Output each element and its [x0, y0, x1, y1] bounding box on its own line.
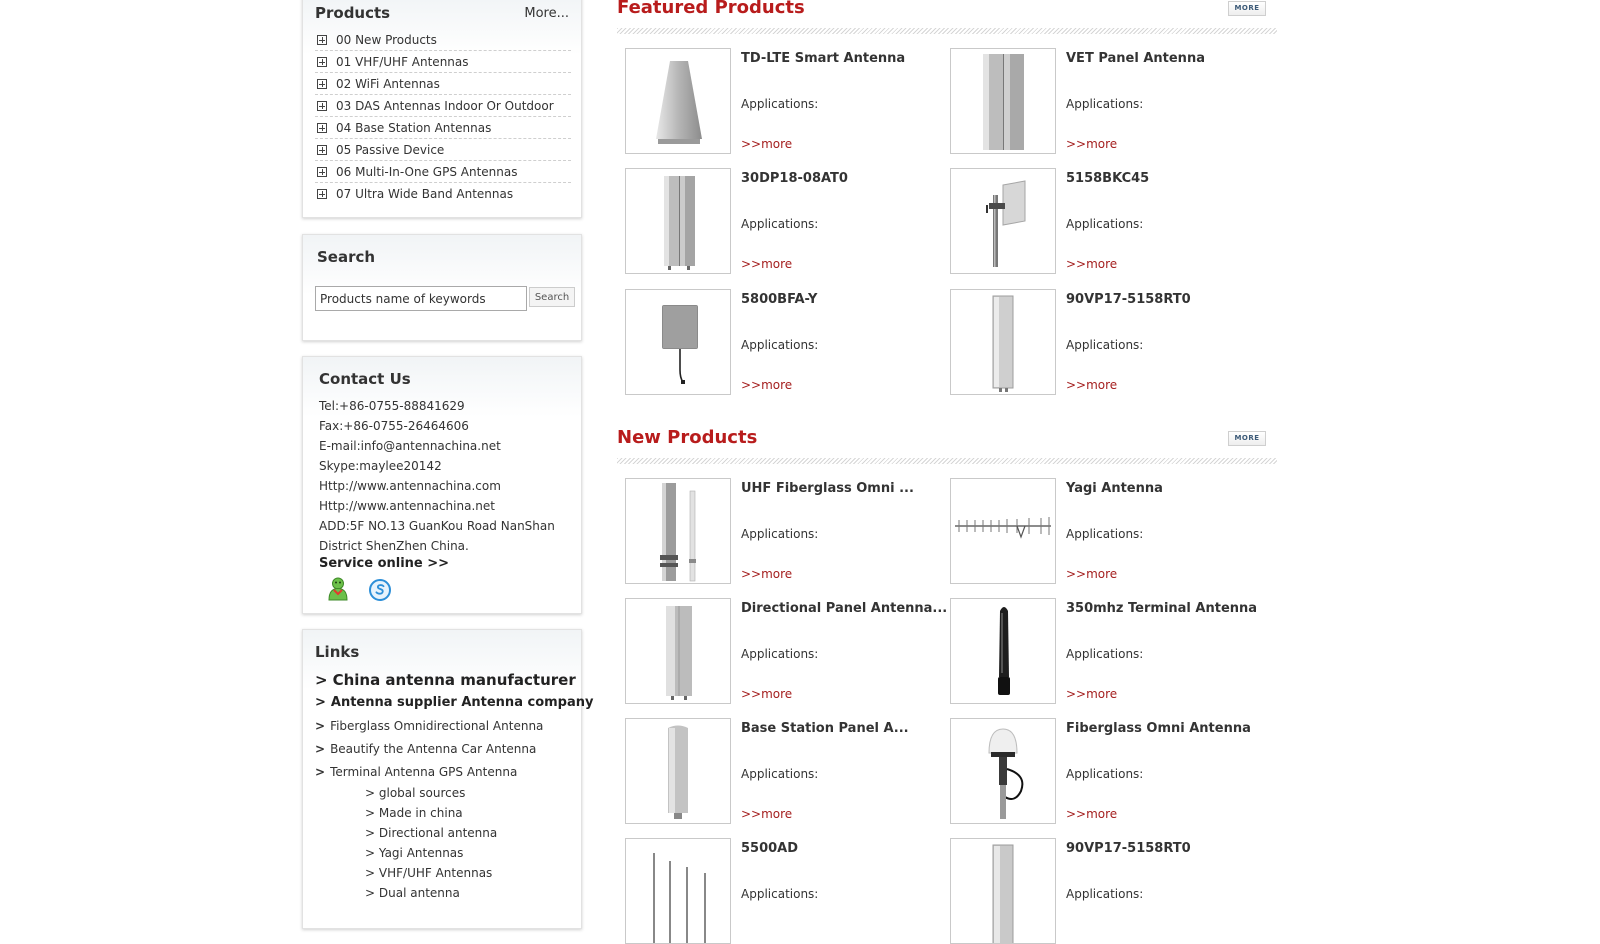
product-name[interactable]: Yagi Antenna — [1066, 481, 1163, 496]
link-label: China antenna manufacturer — [332, 671, 576, 689]
product-name[interactable]: UHF Fiberglass Omni ... — [741, 481, 914, 496]
product-thumbnail[interactable] — [950, 598, 1056, 704]
product-name[interactable]: 90VP17-5158RT0 — [1066, 841, 1191, 856]
link-label: Dual antenna — [378, 886, 460, 900]
link-prefix: > — [365, 886, 376, 900]
section-divider — [617, 28, 1277, 34]
contact-address-line1: ADD:5F NO.13 GuanKou Road NanShan — [319, 519, 555, 533]
product-card — [942, 289, 1262, 395]
link-prefix: > — [365, 866, 376, 880]
mounted-panel-antenna-icon — [951, 169, 1056, 274]
product-applications: Applications: — [741, 527, 819, 541]
category-label: 06 Multi-In-One GPS Antennas — [336, 165, 518, 179]
product-more-link[interactable]: >>more — [1066, 567, 1118, 581]
contact-email: E-mail:info@antennachina.net — [319, 439, 501, 453]
product-card — [617, 718, 937, 824]
search-input[interactable] — [315, 286, 527, 311]
link-arrow: > — [315, 742, 326, 756]
product-name[interactable]: 30DP18-08AT0 — [741, 171, 848, 186]
product-name[interactable]: Fiberglass Omni Antenna — [1066, 721, 1251, 736]
expand-plus-icon[interactable] — [317, 189, 327, 199]
product-thumbnail[interactable] — [950, 289, 1056, 395]
dual-panel-antenna-icon — [951, 49, 1056, 154]
category-label: 02 WiFi Antennas — [336, 77, 440, 91]
product-card — [617, 48, 937, 154]
link-vhf-uhf-antennas[interactable] — [365, 863, 575, 883]
qq-icon[interactable] — [325, 576, 351, 602]
products-category-panel — [302, 0, 582, 218]
link-label: Made in china — [378, 806, 463, 820]
link-yagi-antennas[interactable] — [365, 843, 575, 863]
product-more-link[interactable]: >>more — [741, 807, 793, 821]
link-terminal-gps-antenna[interactable] — [315, 761, 579, 784]
product-thumbnail[interactable] — [950, 838, 1056, 944]
product-card — [617, 168, 937, 274]
category-label: 00 New Products — [336, 33, 437, 47]
new-products-title: New Products — [617, 427, 758, 448]
whip-array-antenna-icon — [626, 839, 731, 944]
product-applications: Applications: — [1066, 338, 1144, 352]
tapered-panel-antenna-icon — [626, 49, 731, 154]
link-prefix: > — [365, 786, 376, 800]
product-applications: Applications: — [741, 767, 819, 781]
contact-phone: Tel:+86-0755-88841629 — [319, 399, 465, 413]
product-thumbnail[interactable] — [950, 168, 1056, 274]
product-name[interactable]: Directional Panel Antenna... — [741, 601, 948, 616]
link-directional-antenna[interactable] — [365, 823, 575, 843]
category-item-base-station[interactable] — [315, 117, 571, 139]
category-item-das[interactable] — [315, 95, 571, 117]
product-applications: Applications: — [1066, 647, 1144, 661]
product-applications: Applications: — [1066, 767, 1144, 781]
product-thumbnail[interactable] — [625, 598, 731, 704]
product-card — [942, 598, 1262, 704]
link-beautify-car-antenna[interactable] — [315, 738, 579, 761]
expand-plus-icon[interactable] — [317, 101, 327, 111]
contact-website-net: Http://www.antennachina.net — [319, 499, 495, 513]
category-label: 04 Base Station Antennas — [336, 121, 492, 135]
links-panel — [302, 629, 594, 929]
product-name[interactable]: 5800BFA-Y — [741, 292, 818, 307]
product-card — [617, 838, 937, 944]
category-item-passive-device[interactable] — [315, 139, 571, 161]
sector-panel-antenna-icon — [626, 719, 731, 824]
link-label: VHF/UHF Antennas — [378, 866, 493, 880]
product-thumbnail[interactable] — [625, 48, 731, 154]
product-applications: Applications: — [741, 97, 819, 111]
product-applications: Applications: — [741, 217, 819, 231]
product-thumbnail[interactable] — [625, 289, 731, 395]
sector-panel-antenna-icon — [626, 599, 731, 704]
link-label: global sources — [378, 786, 466, 800]
category-item-vhf-uhf[interactable] — [315, 51, 571, 73]
link-label: Fiberglass Omnidirectional Antenna — [330, 719, 544, 733]
product-more-link[interactable]: >>more — [741, 567, 793, 581]
category-item-new-products[interactable] — [315, 29, 571, 51]
product-category-list — [315, 29, 571, 205]
product-more-link[interactable]: >>more — [741, 378, 793, 392]
category-label: 07 Ultra Wide Band Antennas — [336, 187, 514, 201]
yagi-antenna-icon — [951, 479, 1056, 584]
mushroom-omni-antenna-icon — [951, 719, 1056, 824]
expand-plus-icon[interactable] — [317, 167, 327, 177]
link-label: Antenna supplier Antenna company — [330, 695, 594, 710]
link-fiberglass-omni[interactable] — [315, 715, 579, 738]
product-applications: Applications: — [1066, 527, 1144, 541]
link-dual-antenna[interactable] — [365, 883, 575, 903]
product-more-link[interactable]: >>more — [741, 257, 793, 271]
product-more-link[interactable]: >>more — [741, 687, 793, 701]
link-label: Directional antenna — [378, 826, 498, 840]
expand-plus-icon[interactable] — [317, 57, 327, 67]
secondary-links-list — [365, 783, 575, 903]
product-applications: Applications: — [741, 647, 819, 661]
expand-plus-icon[interactable] — [317, 35, 327, 45]
link-antenna-supplier[interactable] — [315, 692, 594, 715]
category-item-gps[interactable] — [315, 161, 571, 183]
contact-panel-title: Contact Us — [319, 370, 411, 388]
contact-website-com: Http://www.antennachina.com — [319, 479, 501, 493]
products-more-link[interactable]: More... — [524, 6, 569, 21]
product-thumbnail[interactable] — [950, 48, 1056, 154]
product-card — [617, 598, 948, 704]
link-prefix: > — [365, 846, 376, 860]
links-panel-title: Links — [315, 643, 360, 661]
product-card — [942, 718, 1262, 824]
sector-panel-antenna-icon — [951, 290, 1056, 395]
product-name[interactable]: 5158BKC45 — [1066, 171, 1150, 186]
product-name[interactable]: 5500AD — [741, 841, 799, 856]
product-card — [617, 478, 937, 584]
product-card — [942, 168, 1262, 274]
link-arrow: > — [315, 695, 326, 710]
product-name[interactable]: 350mhz Terminal Antenna — [1066, 601, 1258, 616]
section-divider — [617, 458, 1277, 464]
product-name[interactable]: VET Panel Antenna — [1066, 51, 1205, 66]
search-panel-title: Search — [317, 248, 376, 266]
category-label: 01 VHF/UHF Antennas — [336, 55, 469, 69]
product-card — [942, 838, 1262, 944]
product-name[interactable]: 90VP17-5158RT0 — [1066, 292, 1191, 307]
product-more-link[interactable]: >>more — [1066, 807, 1118, 821]
new-products-more-button[interactable]: MORE — [1228, 431, 1266, 446]
product-applications: Applications: — [1066, 217, 1144, 231]
search-panel — [302, 234, 582, 341]
link-arrow: > — [315, 719, 326, 733]
product-thumbnail[interactable] — [950, 718, 1056, 824]
expand-plus-icon[interactable] — [317, 145, 327, 155]
contact-address-line2: District ShenZhen China. — [319, 539, 469, 553]
featured-products-title: Featured Products — [617, 0, 805, 18]
product-thumbnail[interactable] — [625, 718, 731, 824]
link-prefix: > — [365, 806, 376, 820]
contact-skype: Skype:maylee20142 — [319, 459, 442, 473]
product-more-link[interactable]: >>more — [1066, 687, 1118, 701]
product-more-link[interactable]: >>more — [1066, 378, 1118, 392]
link-prefix: > — [365, 826, 376, 840]
category-item-wifi[interactable] — [315, 73, 571, 95]
product-card — [942, 48, 1262, 154]
link-arrow: > — [315, 671, 328, 689]
expand-plus-icon[interactable] — [317, 123, 327, 133]
product-applications: Applications: — [1066, 97, 1144, 111]
contact-fax: Fax:+86-0755-26464606 — [319, 419, 469, 433]
link-label: Terminal Antenna GPS Antenna — [330, 765, 518, 779]
product-thumbnail[interactable] — [625, 168, 731, 274]
search-button[interactable]: Search — [529, 287, 575, 307]
link-arrow: > — [315, 765, 326, 779]
link-label: Yagi Antennas — [378, 846, 464, 860]
product-applications: Applications: — [741, 338, 819, 352]
link-made-in-china[interactable] — [365, 803, 575, 823]
link-label: Beautify the Antenna Car Antenna — [330, 742, 537, 756]
expand-plus-icon[interactable] — [317, 79, 327, 89]
rubber-duck-antenna-icon — [951, 599, 1056, 704]
skype-icon[interactable] — [368, 578, 392, 602]
product-thumbnail[interactable] — [950, 478, 1056, 584]
product-name[interactable]: TD-LTE Smart Antenna — [741, 51, 906, 66]
sector-panel-antenna-icon — [951, 839, 1056, 944]
product-name[interactable]: Base Station Panel A... — [741, 721, 909, 736]
product-thumbnail[interactable] — [625, 838, 731, 944]
link-china-antenna-manufacturer[interactable] — [315, 668, 579, 692]
service-online-label: Service online >> — [319, 556, 450, 571]
category-item-uwb[interactable] — [315, 183, 571, 205]
square-patch-antenna-icon — [626, 290, 731, 395]
product-more-link[interactable]: >>more — [1066, 137, 1118, 151]
category-label: 05 Passive Device — [336, 143, 445, 157]
fiberglass-omni-antenna-icon — [626, 479, 731, 584]
primary-links-list — [315, 668, 594, 784]
contact-panel — [302, 356, 582, 614]
product-more-link[interactable]: >>more — [1066, 257, 1118, 271]
product-applications: Applications: — [1066, 887, 1144, 901]
product-applications: Applications: — [741, 887, 819, 901]
link-global-sources[interactable] — [365, 783, 575, 803]
dual-panel-antenna-icon — [626, 169, 731, 274]
product-card — [617, 289, 937, 395]
product-card — [942, 478, 1262, 584]
product-thumbnail[interactable] — [625, 478, 731, 584]
product-more-link[interactable]: >>more — [741, 137, 793, 151]
category-label: 03 DAS Antennas Indoor Or Outdoor — [336, 99, 554, 113]
products-panel-title: Products — [315, 4, 391, 22]
featured-more-button[interactable]: MORE — [1228, 1, 1266, 16]
contact-details — [319, 396, 575, 556]
